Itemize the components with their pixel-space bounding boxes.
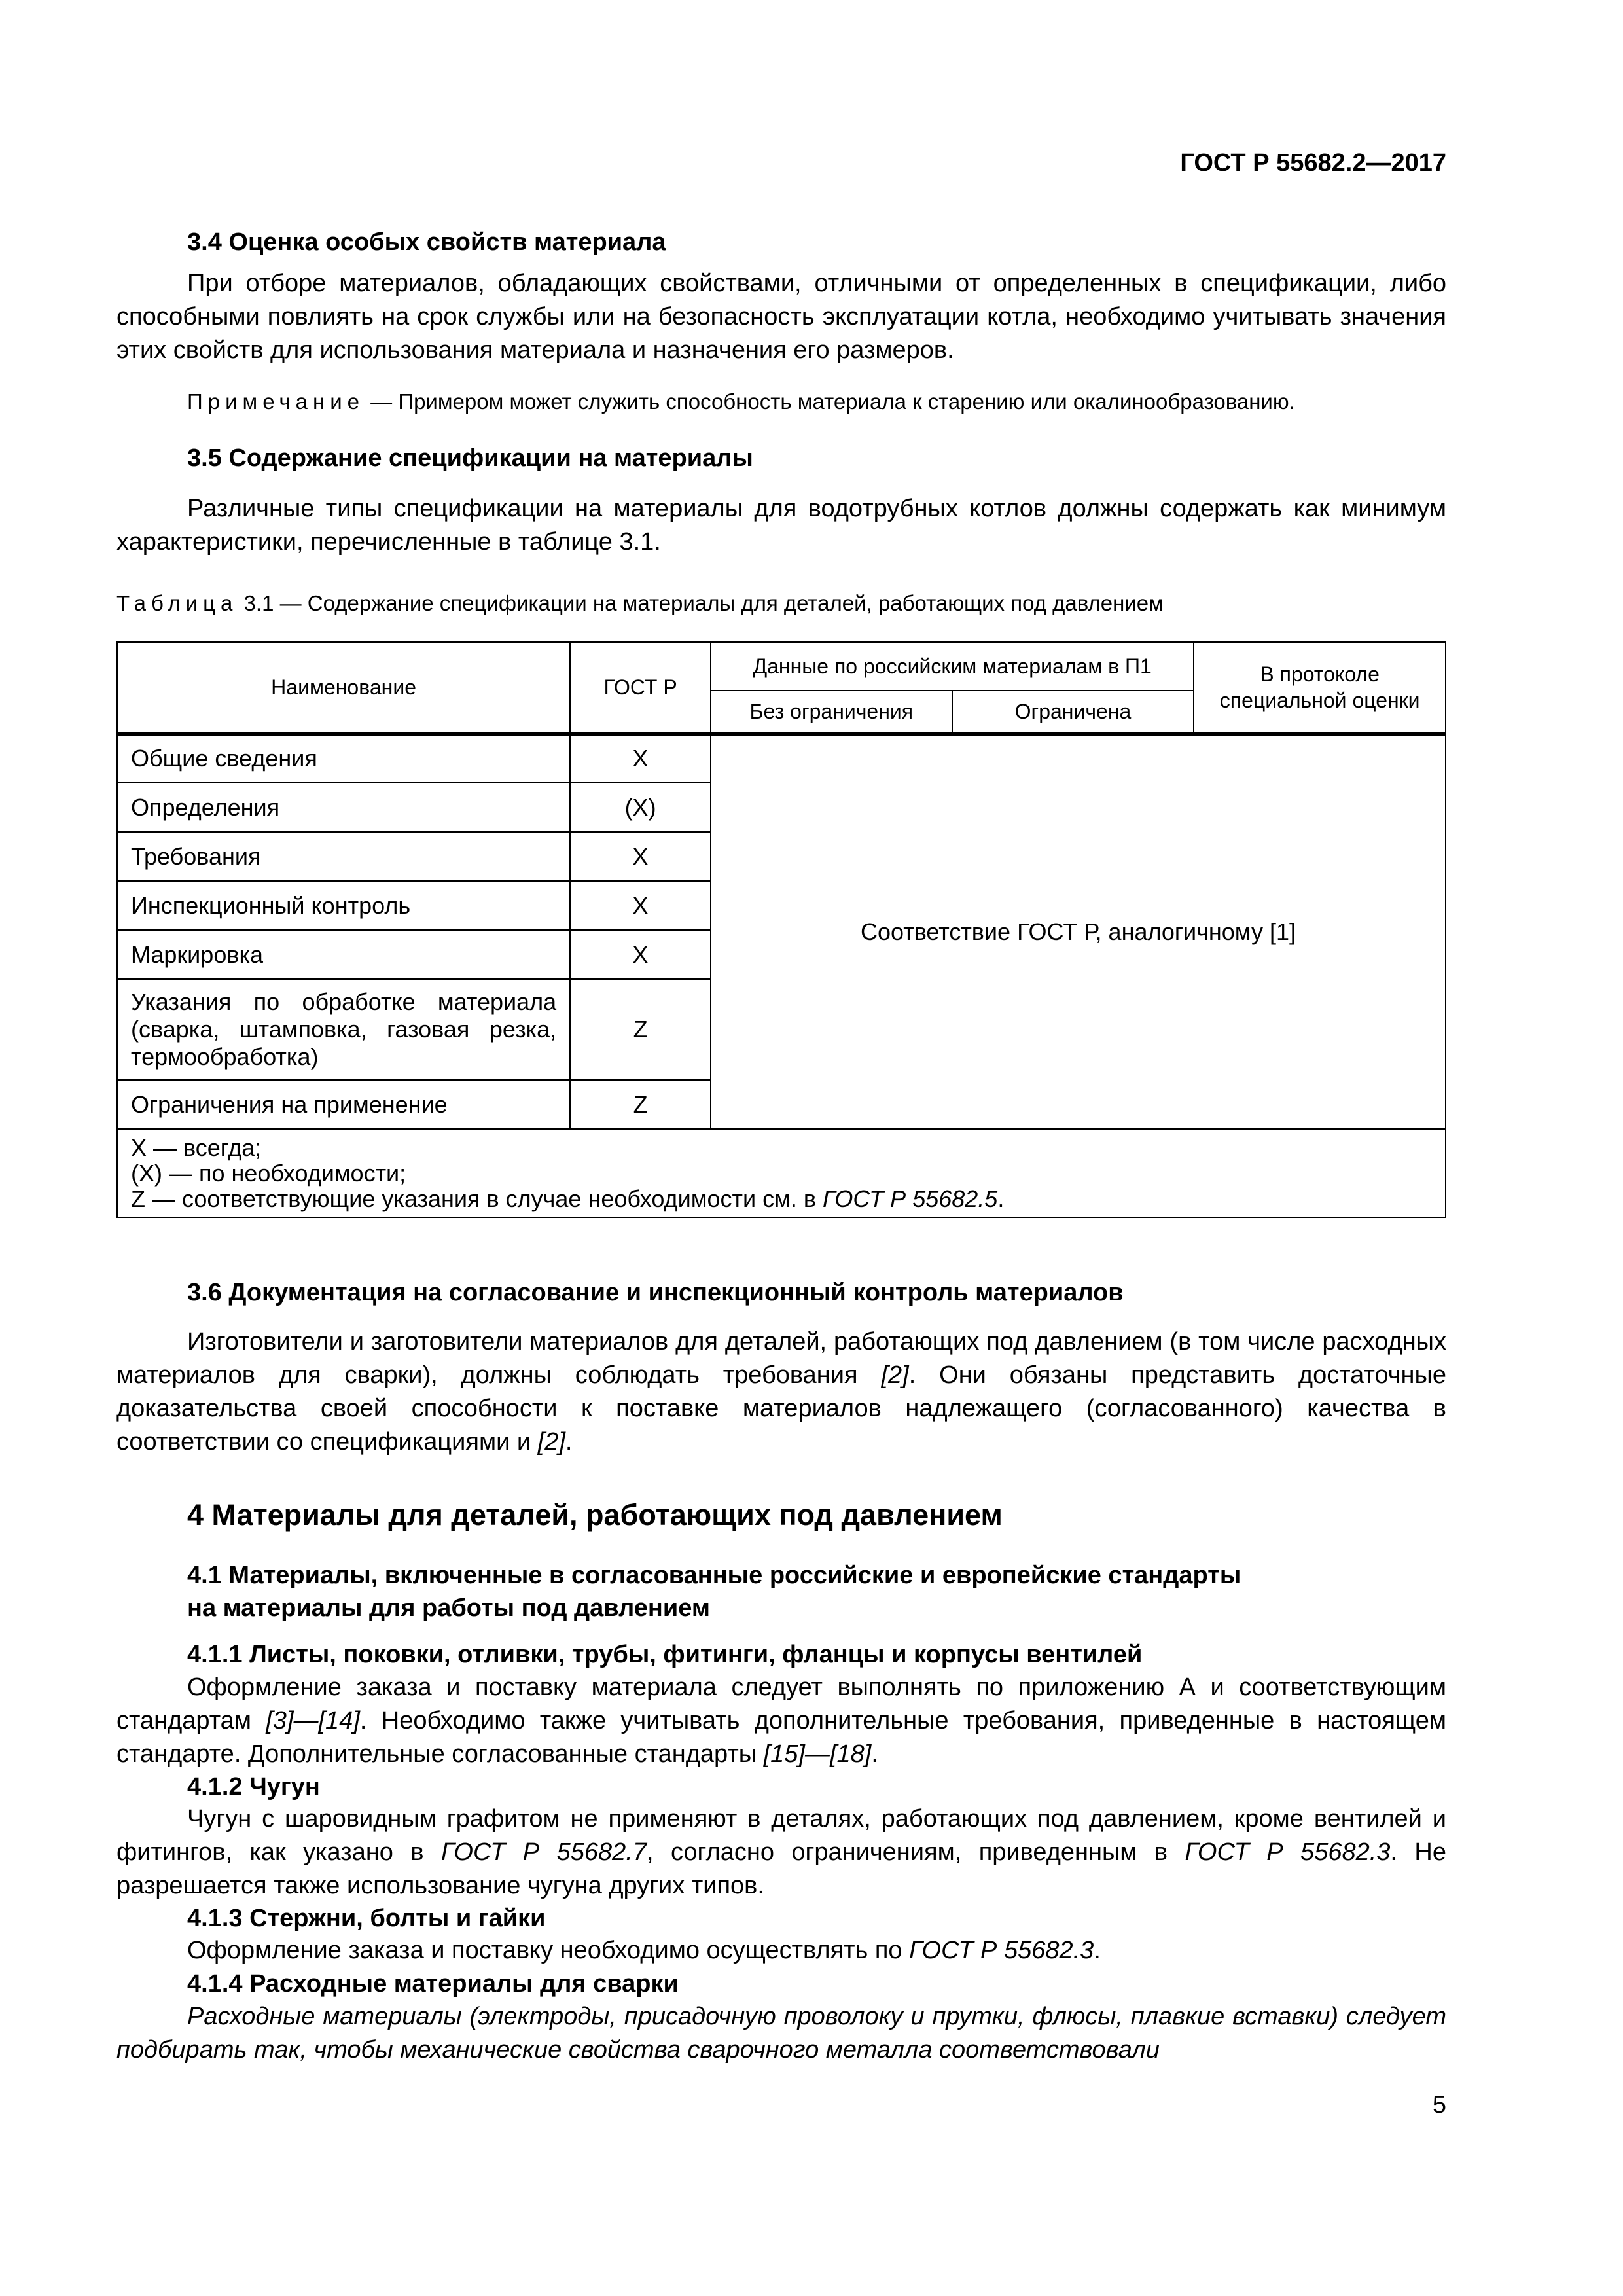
table-header-row <box>117 642 1446 691</box>
section-4-1-2-title: 4.1.2 Чугун <box>187 1773 320 1801</box>
row-gost: (X) <box>570 783 711 832</box>
page-number: 5 <box>1432 2091 1446 2119</box>
merged-compliance-cell: Соответствие ГОСТ Р, аналогичному [1] <box>711 734 1446 1129</box>
legend-line: Z — соответствующие указания в случае необходимости см. в ГОСТ Р 55682.5. <box>131 1185 1005 1212</box>
section-3-4-note <box>187 387 1446 416</box>
section-4-title: 4 Материалы для деталей, работающих под давлением <box>187 1498 1003 1532</box>
legend-line: X — всегда; <box>131 1134 262 1161</box>
row-gost: X <box>570 734 711 783</box>
note-label: Примечание <box>187 389 365 414</box>
header-name: Наименование <box>117 642 570 734</box>
section-3-5-text: Различные типы спецификации на материалы для водотрубных котлов должны содержать как минимум характеристики, перечисленные в таблице 3.1. <box>116 495 1446 556</box>
row-gost: Z <box>570 979 711 1080</box>
section-3-4-text: При отборе материалов, обладающих свойствами, отличными от определенных в спецификации, либо способными повлиять на срок службы или на безопасность эксплуатации котла, необходимо учитывать значения этих свойств для использования материала и назначения его размеров. <box>116 270 1446 364</box>
table-legend-row <box>117 1129 1446 1217</box>
row-gost: X <box>570 881 711 930</box>
row-name: Указания по обработке материала (сварка, штамповка, газовая резка, термообработка) <box>117 979 570 1080</box>
row-name: Инспекционный контроль <box>117 881 570 930</box>
section-4-1-title: 4.1 Материалы, включенные в согласованные российские и европейские стандарты на материалы для работы под давлением <box>187 1562 1241 1622</box>
section-4-1-2-text: Чугун с шаровидным графитом не применяют в деталях, работающих под давлением, кроме вентилей и фитингов, как указано в ГОСТ Р 55682.7, согласно ограничениям, приведенным в ГОСТ Р 55682.3. Не разрешается также использование чугуна других типов. <box>116 1805 1446 1899</box>
row-name: Ограничения на применение <box>117 1080 570 1129</box>
section-4-1-3-title: 4.1.3 Стержни, болты и гайки <box>187 1905 546 1932</box>
table-legend <box>117 1129 1446 1217</box>
legend-line: (X) — по необходимости; <box>131 1160 406 1187</box>
row-name: Требования <box>117 832 570 881</box>
section-3-5-title: 3.5 Содержание спецификации на материалы <box>187 444 753 472</box>
section-3-4-title: 3.4 Оценка особых свойств материала <box>187 228 666 256</box>
header-data-group: Данные по российским материалам в П1 <box>711 642 1194 691</box>
row-gost: X <box>570 832 711 881</box>
section-4-1-3-text: Оформление заказа и поставку необходимо осуществлять по ГОСТ Р 55682.3. <box>187 1937 1101 1964</box>
section-4-1-1-title: 4.1.1 Листы, поковки, отливки, трубы, фитинги, фланцы и корпусы вентилей <box>187 1641 1143 1668</box>
row-name: Определения <box>117 783 570 832</box>
note-text: — Примером может служить способность материала к старению или окалинообразованию. <box>365 389 1295 414</box>
header-protocol: В протоколе специальной оценки <box>1194 642 1446 734</box>
document-page <box>116 0 1446 2296</box>
section-3-6-text: Изготовители и заготовители материалов для деталей, работающих под давлением (в том числе расходных материалов для сварки), должны соблюдать требования [2]. Они обязаны представить достаточные доказательства своей способности к поставке материалов надлежащего (согласованного) качества в соответствии со спецификациями и [2]. <box>116 1328 1446 1456</box>
row-gost: Z <box>570 1080 711 1129</box>
section-3-6-title: 3.6 Документация на согласование и инспекционный контроль материалов <box>187 1279 1124 1306</box>
header-limited: Ограничена <box>952 691 1194 734</box>
document-code-header: ГОСТ Р 55682.2—2017 <box>1180 149 1446 177</box>
row-gost: X <box>570 930 711 979</box>
table-caption-text: 3.1 — Содержание спецификации на материалы для деталей, работающих под давлением <box>238 591 1164 615</box>
header-unlimited: Без ограничения <box>711 691 952 734</box>
table-row <box>117 734 1446 783</box>
section-4-1-4-text: Расходные материалы (электроды, присадочную проволоку и прутки, флюсы, плавкие вставки) следует подбирать так, чтобы механические свойства сварочного металла соответствовали <box>116 2003 1446 2064</box>
table-caption-label: Таблица <box>116 591 238 615</box>
row-name: Маркировка <box>117 930 570 979</box>
section-4-1-4-title: 4.1.4 Расходные материалы для сварки <box>187 1970 679 1998</box>
row-name: Общие сведения <box>117 734 570 783</box>
section-4-1-1-text: Оформление заказа и поставку материала следует выполнять по приложению А и соответствующим стандартам [3]—[14]. Необходимо также учитывать дополнительные требования, приведенные в настоящем стандарте. Дополнительные согласованные стандарты [15]—[18]. <box>116 1674 1446 1768</box>
table-caption <box>116 589 1446 618</box>
header-gost: ГОСТ Р <box>570 642 711 734</box>
spec-table <box>116 641 1446 1218</box>
